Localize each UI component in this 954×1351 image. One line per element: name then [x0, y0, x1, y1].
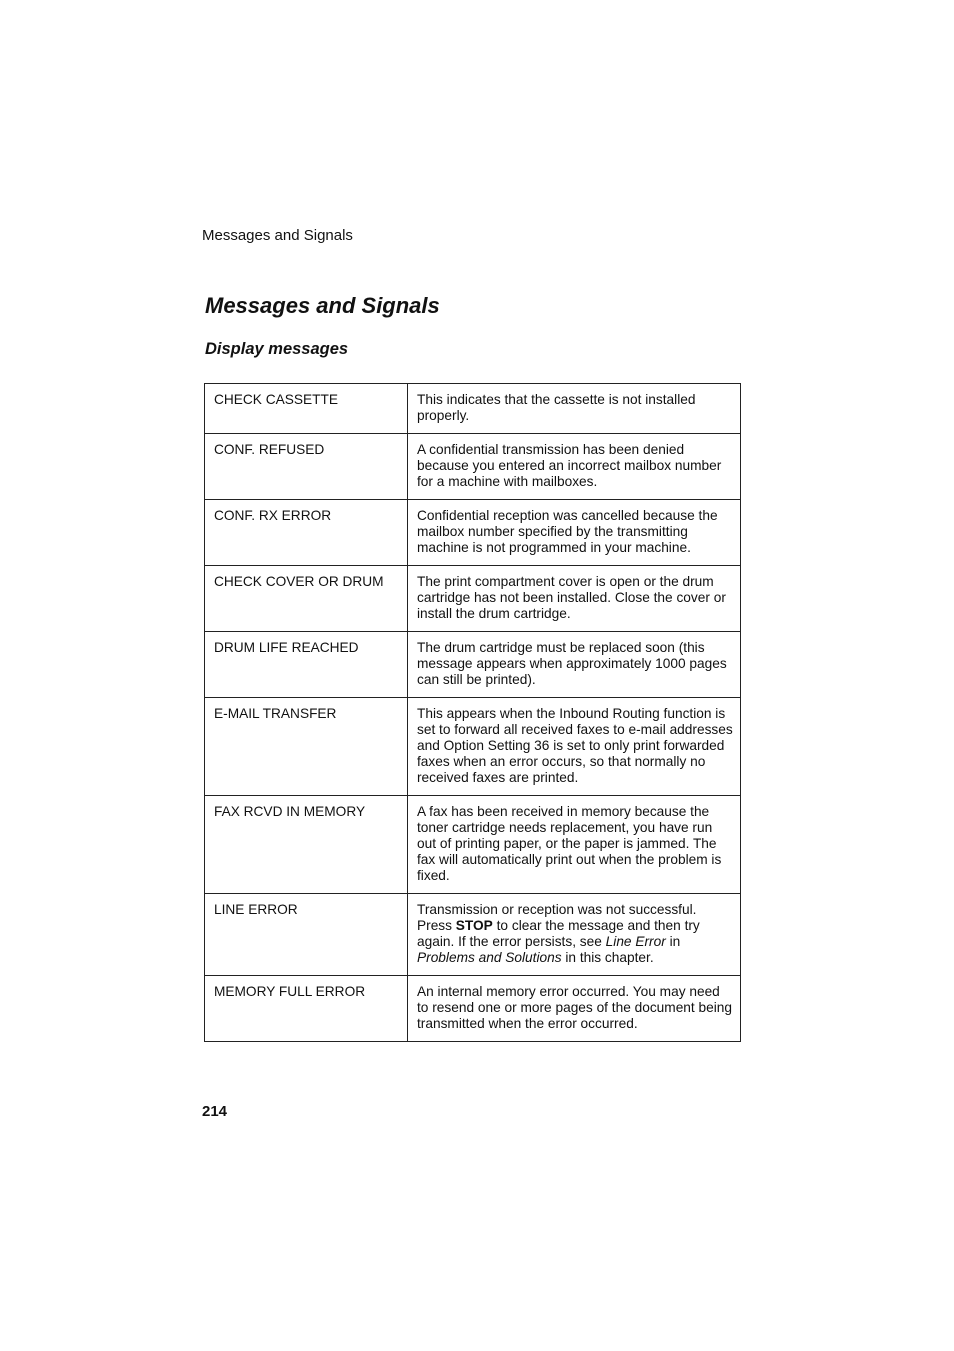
message-description: A fax has been received in memory because the toner cartridge needs replacement, you have run out of printing paper, or the paper is jammed. The fax will automatically print out when the problem is fixed.: [408, 796, 741, 894]
page-number: 214: [202, 1103, 228, 1120]
message-description: This appears when the Inbound Routing function is set to forward all received faxes to e-mail addresses and Option Setting 36 is set to only print forwarded faxes when an error occurs, so that normally no received faxes are printed.: [408, 698, 741, 796]
description-text: in this chapter.: [561, 950, 654, 965]
table-row: [205, 698, 741, 796]
display-messages-table: [204, 383, 741, 1042]
message-description: An internal memory error occurred. You may need to resend one or more pages of the document being transmitted when the error occurred.: [408, 976, 741, 1042]
message-name: E-MAIL TRANSFER: [205, 698, 408, 796]
page-title: Messages and Signals: [205, 293, 440, 318]
cross-reference: Problems and Solutions: [417, 950, 562, 965]
section-title: Display messages: [205, 340, 349, 358]
message-name: MEMORY FULL ERROR: [205, 976, 408, 1042]
message-description: Confidential reception was cancelled because the mailbox number specified by the transmitting machine is not programmed in your machine.: [408, 500, 741, 566]
message-name: CHECK COVER OR DRUM: [205, 566, 408, 632]
table-row: [205, 796, 741, 894]
message-name: CONF. RX ERROR: [205, 500, 408, 566]
message-description: A confidential transmission has been denied because you entered an incorrect mailbox number for a machine with mailboxes.: [408, 434, 741, 500]
message-name: CONF. REFUSED: [205, 434, 408, 500]
table-row: [205, 566, 741, 632]
description-text: Transmission or reception was not successful. Press: [417, 902, 697, 933]
message-name: CHECK CASSETTE: [205, 384, 408, 434]
description-text: to clear the message and then try again. If the error persists, see: [417, 918, 700, 949]
message-description: This indicates that the cassette is not installed properly.: [408, 384, 741, 434]
table-row: [205, 894, 741, 976]
table-row: [205, 384, 741, 434]
message-description: [408, 894, 741, 976]
table-row: [205, 500, 741, 566]
table-row: [205, 632, 741, 698]
cross-reference: Line Error: [605, 934, 666, 949]
message-name: FAX RCVD IN MEMORY: [205, 796, 408, 894]
message-name: DRUM LIFE REACHED: [205, 632, 408, 698]
running-header: Messages and Signals: [202, 227, 353, 244]
description-text: in: [665, 934, 681, 949]
table-row: [205, 434, 741, 500]
message-name: LINE ERROR: [205, 894, 408, 976]
table-row: [205, 976, 741, 1042]
message-description: The print compartment cover is open or the drum cartridge has not been installed. Close the cover or install the drum cartridge.: [408, 566, 741, 632]
message-description: The drum cartridge must be replaced soon (this message appears when approximately 1000 pages can still be printed).: [408, 632, 741, 698]
stop-key-label: STOP: [455, 918, 493, 933]
